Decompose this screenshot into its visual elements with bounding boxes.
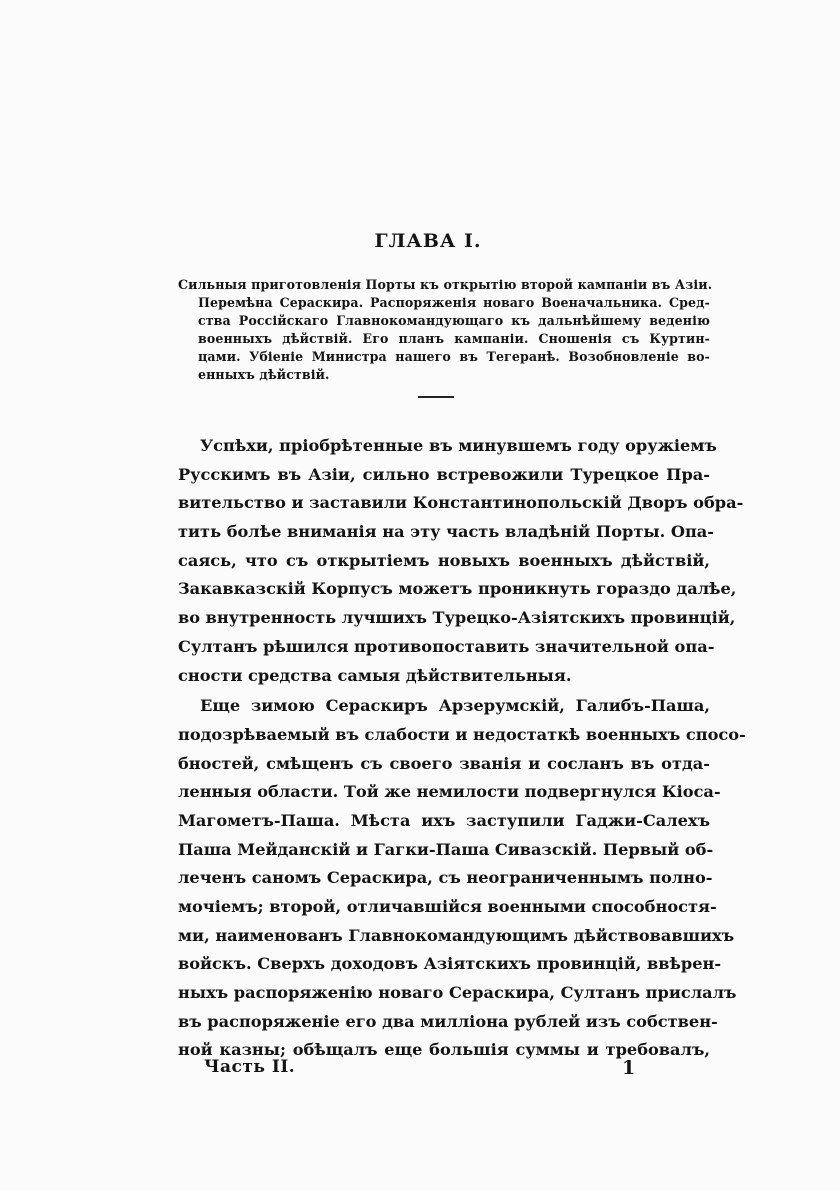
text-line: ной казны; обѣщалъ еще большія суммы и требовалъ, <box>178 1040 710 1060</box>
chapter-summary <box>178 276 713 384</box>
text-line: Закавказскій Корпусъ можетъ проникнуть гораздо далѣе, <box>178 579 737 599</box>
text-line: подозрѣваемый въ слабости и недостаткѣ военныхъ спосо- <box>178 724 746 744</box>
paragraph-1 <box>178 432 744 690</box>
page-footer <box>204 1057 644 1087</box>
text-line: бностей, смѣщенъ съ своего званія и сосланъ въ отда- <box>178 753 710 773</box>
text-line: вительство и заставили Константинопольскій Дворъ обра- <box>178 493 744 513</box>
text-line: во внутренность лучшихъ Турецко-Азіятскихъ провинцій, <box>178 608 736 628</box>
text-line: Русскимъ въ Азіи, сильно встревожили Турецкое Пра- <box>178 464 710 484</box>
chapter-title: ГЛАВА I. <box>374 230 482 252</box>
text-line: тить болѣе вниманія на эту часть владѣній Порты. Опа- <box>178 522 715 542</box>
body-text <box>178 432 746 1065</box>
summary-line: Перемѣна Сераскира. Распоряженія новаго Военачальника. Сред- <box>198 295 710 310</box>
summary-line: цами. Убіеніе Министра нашего въ Тегеранѣ. Возобновленіе во- <box>198 349 710 364</box>
text-line: ми, наименованъ Главнокомандующимъ дѣйствовавшихъ <box>178 925 735 945</box>
summary-line: Сильныя приготовленія Порты къ открытію второй кампаніи въ Азіи. <box>178 277 713 292</box>
summary-line: ства Россійскаго Главнокомандующаго къ дальнѣйшему веденію <box>198 313 710 328</box>
summary-line: енныхъ дѣйствій. <box>198 367 330 382</box>
text-line: мочіемъ; второй, отличавшійся военными способностя- <box>178 897 717 916</box>
text-line: Паша Мейданскій и Гагки-Паша Сивазскій. Первый об- <box>178 839 714 859</box>
text-line: ныхъ распоряженію новаго Сераскира, Султанъ прислалъ <box>178 983 737 1003</box>
text-line: войскъ. Сверхъ доходовъ Азіятскихъ провинцій, ввѣрен- <box>178 954 722 974</box>
text-line: леченъ саномъ Сераскира, съ неограниченнымъ полно- <box>178 868 713 888</box>
text-line: Еще зимою Сераскиръ Арзерумскій, Галибъ-Паша, <box>200 696 710 716</box>
text-line: сности средства самыя дѣйствительныя. <box>178 665 572 685</box>
page-number: 1 <box>622 1057 636 1079</box>
text-line: саясь, что съ открытіемъ новыхъ военныхъ дѣйствій, <box>178 550 710 570</box>
summary-line: военныхъ дѣйствій. Его планъ кампаніи. Сношенія съ Куртин- <box>198 331 710 346</box>
signature-mark: Часть II. <box>204 1057 296 1077</box>
text-line: Магометъ-Паша. Мѣста ихъ заступили Гаджи-Салехъ <box>178 810 710 830</box>
text-line: Султанъ рѣшился противопоставить значительной опа- <box>178 636 715 656</box>
paragraph-2 <box>178 692 746 1065</box>
text-line: ленныя области. Той же немилости подвергнулся Кіоса- <box>178 782 721 802</box>
text-line: въ распоряженіе его два милліона рублей изъ собствен- <box>178 1011 718 1031</box>
section-divider <box>418 396 454 398</box>
text-line: Успѣхи, пріобрѣтенные въ минувшемъ году оружіемъ <box>200 436 717 455</box>
